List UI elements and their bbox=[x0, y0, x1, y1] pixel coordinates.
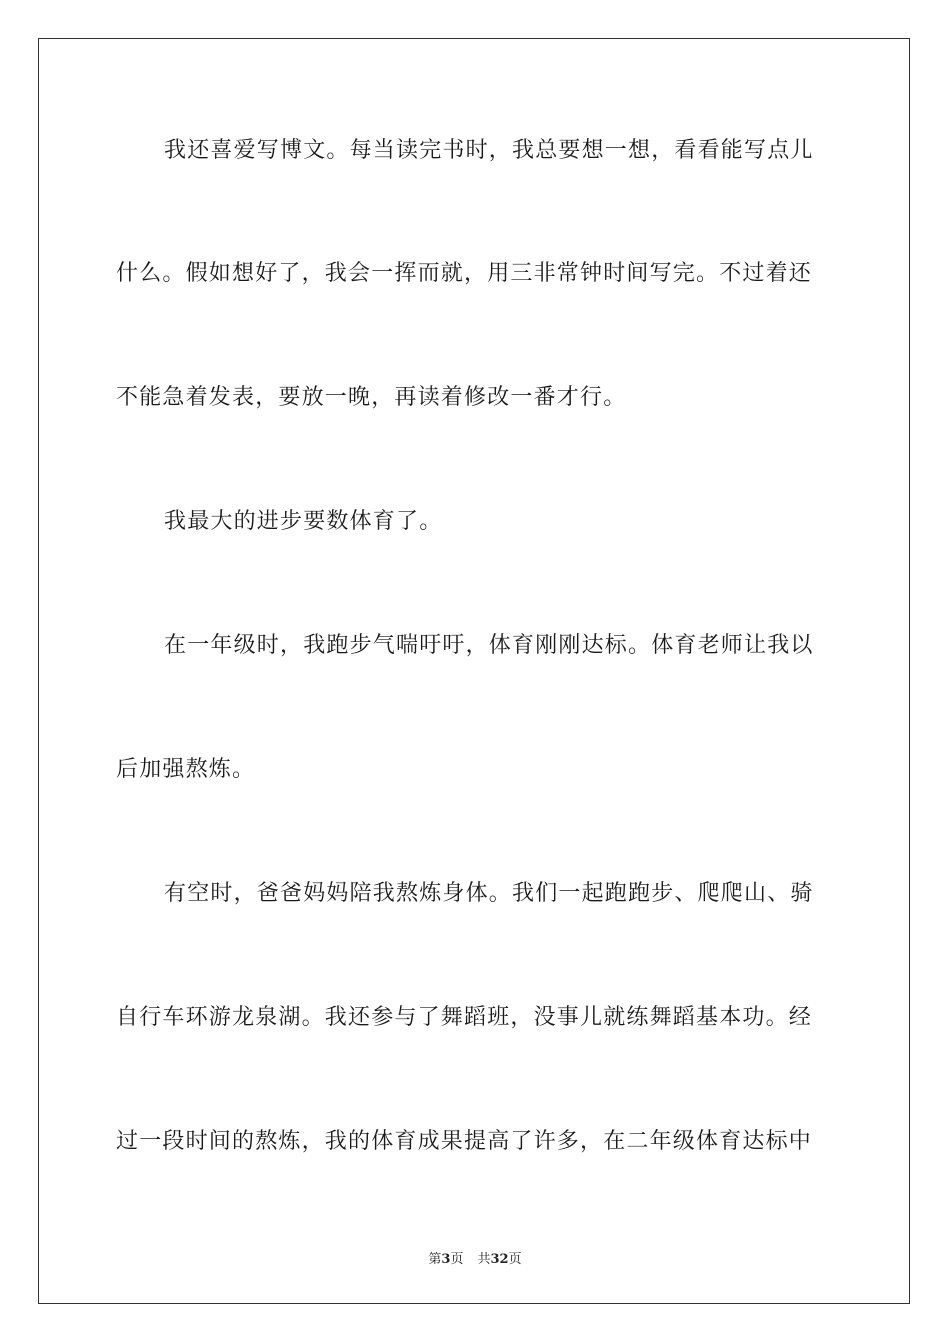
page-prefix: 第 bbox=[428, 1252, 442, 1267]
paragraph-line: 过一段时间的熬炼，我的体育成果提高了许多，在二年级体育达标中 bbox=[116, 1129, 813, 1154]
paragraph-line: 在一年级时，我跑步气喘吁吁，体育刚刚达标。体育老师让我以 bbox=[164, 633, 814, 658]
page-footer bbox=[0, 1248, 950, 1267]
total-prefix: 共 bbox=[477, 1252, 491, 1267]
paragraph-line: 后加强熬炼。 bbox=[116, 757, 256, 782]
paragraph-line: 不能急着发表，要放一晚，再读着修改一番才行。 bbox=[116, 385, 627, 410]
paragraph-line: 我还喜爱写博文。每当读完书时，我总要想一想，看看能写点儿 bbox=[164, 138, 814, 163]
page-suffix: 页 bbox=[450, 1252, 464, 1267]
paragraph-line: 自行车环游龙泉湖。我还参与了舞蹈班，没事儿就练舞蹈基本功。经 bbox=[116, 1005, 813, 1030]
paragraph-line: 我最大的进步要数体育了。 bbox=[164, 509, 443, 534]
page-frame bbox=[38, 38, 910, 1304]
paragraph-line: 有空时，爸爸妈妈陪我熬炼身体。我们一起跑跑步、爬爬山、骑 bbox=[164, 881, 814, 906]
total-pages: 32 bbox=[490, 1252, 509, 1267]
page-number: 3 bbox=[441, 1252, 451, 1267]
total-suffix: 页 bbox=[508, 1252, 522, 1267]
paragraph-line: 什么。假如想好了，我会一挥而就，用三非常钟时间写完。不过着还 bbox=[116, 261, 813, 286]
